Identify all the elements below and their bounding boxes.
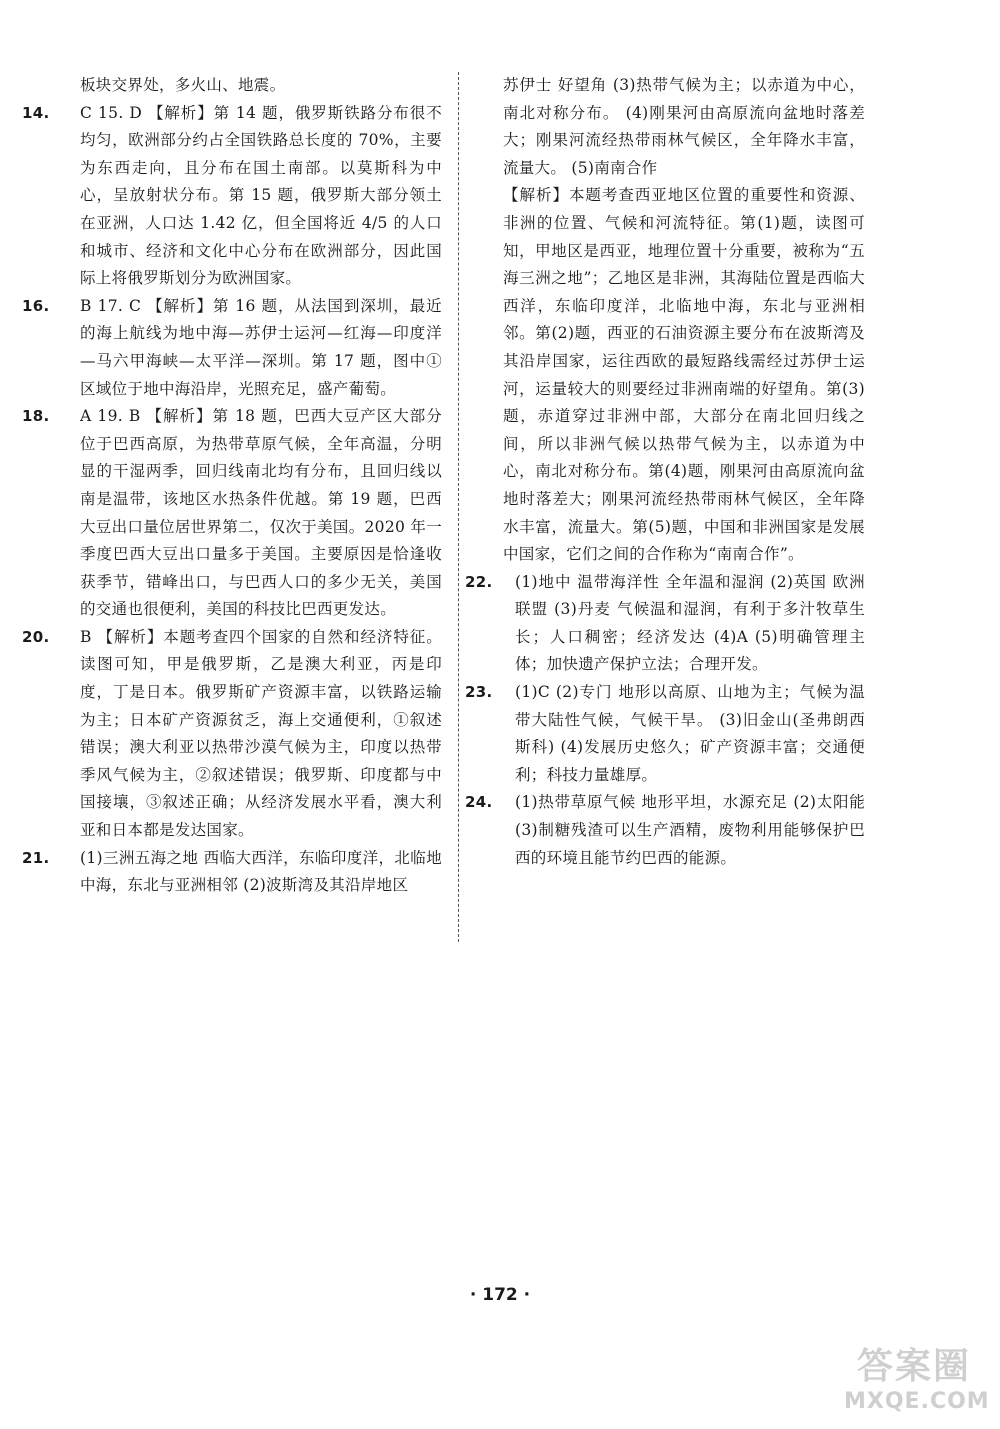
item-text: 【解析】本题考查西亚地区位置的重要性和资源、非洲的位置、气候和河流特征。第(1)题，读图可知，甲地区是西亚，地理位置十分重要，被称为“五海三洲之地”；乙地区是非洲，其海陆位置是西临大西洋，东临印度洋，北临地中海，东北与亚洲相邻。第(2)题，西亚的石油资源主要分布在波斯湾及其沿岸国家，运往西欧的最短路线需经过苏伊士运河，运量较大的则要经过非洲南端的好望角。第(3)题，赤道穿过非洲中部，大部分在南北回归线之间，所以非洲气候以热带气候为主，以赤道为中心，南北对称分布。第(4)题，刚果河由高原流向盆地时落差大；刚果河流经热带雨林气候区，全年降水丰富，流量大。第(5)题，中国和非洲国家是发展中国家，它们之间的合作称为“南南合作”。 bbox=[503, 186, 865, 564]
watermark-top: 答案圈 bbox=[856, 1346, 971, 1387]
page-number: · 172 · bbox=[469, 1285, 531, 1305]
item-text: (1)C (2)专门 地形以高原、山地为主；气候为温带大陆性气候，气候干旱。 (3)旧金山(圣弗朗西斯科) (4)发展历史悠久；矿产资源丰富；交通便利；科技力量雄厚。 bbox=[515, 683, 865, 784]
item-number: 21. bbox=[22, 848, 50, 867]
answer-item-18 bbox=[22, 403, 442, 624]
analysis-21 bbox=[503, 182, 865, 568]
answer-item-cont bbox=[30, 72, 442, 100]
item-number: 16. bbox=[22, 296, 50, 315]
item-number: 22. bbox=[465, 572, 493, 591]
item-text: (1)地中 温带海洋性 全年温和湿润 (2)英国 欧洲联盟 (3)丹麦 气候温和湿润，有利于多汁牧草生长；人口稠密；经济发达 (4)A (5)明确管理主体；加快遗产保护立法；合理开发。 bbox=[515, 572, 865, 674]
answer-item-23 bbox=[465, 679, 865, 789]
right-column bbox=[465, 72, 865, 872]
item-text: B 【解析】本题考查四个国家的自然和经济特征。读图可知，甲是俄罗斯，乙是澳大利亚，丙是印度，丁是日本。俄罗斯矿产资源丰富，以铁路运输为主；日本矿产资源贫乏，海上交通便利，①叙述错误；澳大利亚以热带沙漠气候为主，印度以热带季风气候为主，②叙述错误；俄罗斯、印度都与中国接壤，③叙述正确；从经济发展水平看，澳大利亚和日本都是发达国家。 bbox=[80, 627, 442, 840]
item-number: 24. bbox=[465, 793, 493, 812]
item-text: A 19. B 【解析】第 18 题，巴西大豆产区大部分位于巴西高原，为热带草原气候，全年高温，分明显的干湿两季，回归线南北均有分布，且回归线以南是温带，该地区水热条件优越。第 19 题，巴西大豆出口量位居世界第二，仅次于美国。2020 年一季度巴西大豆出口量多于美国。主要原因是恰逢收获季节，错峰出口，与巴西人口的多少无关，美国的交通也很便利，美国的科技比巴西更发达。 bbox=[80, 407, 442, 619]
answer-item-22 bbox=[465, 569, 865, 679]
answer-item-16 bbox=[22, 293, 442, 403]
item-text: 板块交界处，多火山、地震。 bbox=[80, 76, 286, 94]
answer-item-21-cont bbox=[503, 72, 865, 182]
item-number: 20. bbox=[22, 627, 50, 646]
answer-item-21 bbox=[22, 845, 442, 900]
item-text: (1)热带草原气候 地形平坦，水源充足 (2)太阳能 (3)制糖残渣可以生产酒精，废物利用能够保护巴西的环境且能节约巴西的能源。 bbox=[515, 793, 865, 867]
left-column bbox=[22, 72, 442, 900]
answer-item-24 bbox=[465, 789, 865, 872]
item-number: 14. bbox=[22, 103, 50, 122]
item-text: (1)三洲五海之地 西临大西洋，东临印度洋，北临地中海，东北与亚洲相邻 (2)波斯湾及其沿岸地区 bbox=[80, 848, 442, 895]
column-divider bbox=[458, 72, 459, 942]
item-text: B 17. C 【解析】第 16 题，从法国到深圳，最近的海上航线为地中海—苏伊士运河—红海—印度洋—马六甲海峡—太平洋—深圳。第 17 题，图中①区域位于地中海沿岸，光照充足，盛产葡萄。 bbox=[80, 296, 442, 398]
answer-item-20 bbox=[22, 624, 442, 845]
item-number: 23. bbox=[465, 683, 493, 702]
answer-item-14 bbox=[22, 100, 442, 293]
item-text: 苏伊士 好望角 (3)热带气候为主；以赤道为中心，南北对称分布。 (4)刚果河由高原流向盆地时落差大；刚果河流经热带雨林气候区，全年降水丰富，流量大。 (5)南南合作 bbox=[503, 76, 865, 177]
watermark-bottom: MXQE.COM bbox=[844, 1389, 990, 1414]
item-text: C 15. D 【解析】第 14 题，俄罗斯铁路分布很不均匀，欧洲部分约占全国铁路总长度的 70%，主要为东西走向，且分布在国土南部。以莫斯科为中心，呈放射状分布。第 15 题，俄罗斯大部分领土在亚洲，人口达 1.42 亿，但全国将近 4/5 的人口和城市、经济和文化中心分布在欧洲部分，因此国际上将俄罗斯划分为欧洲国家。 bbox=[80, 103, 442, 288]
item-number: 18. bbox=[22, 407, 50, 426]
watermark-logo bbox=[844, 1345, 990, 1419]
